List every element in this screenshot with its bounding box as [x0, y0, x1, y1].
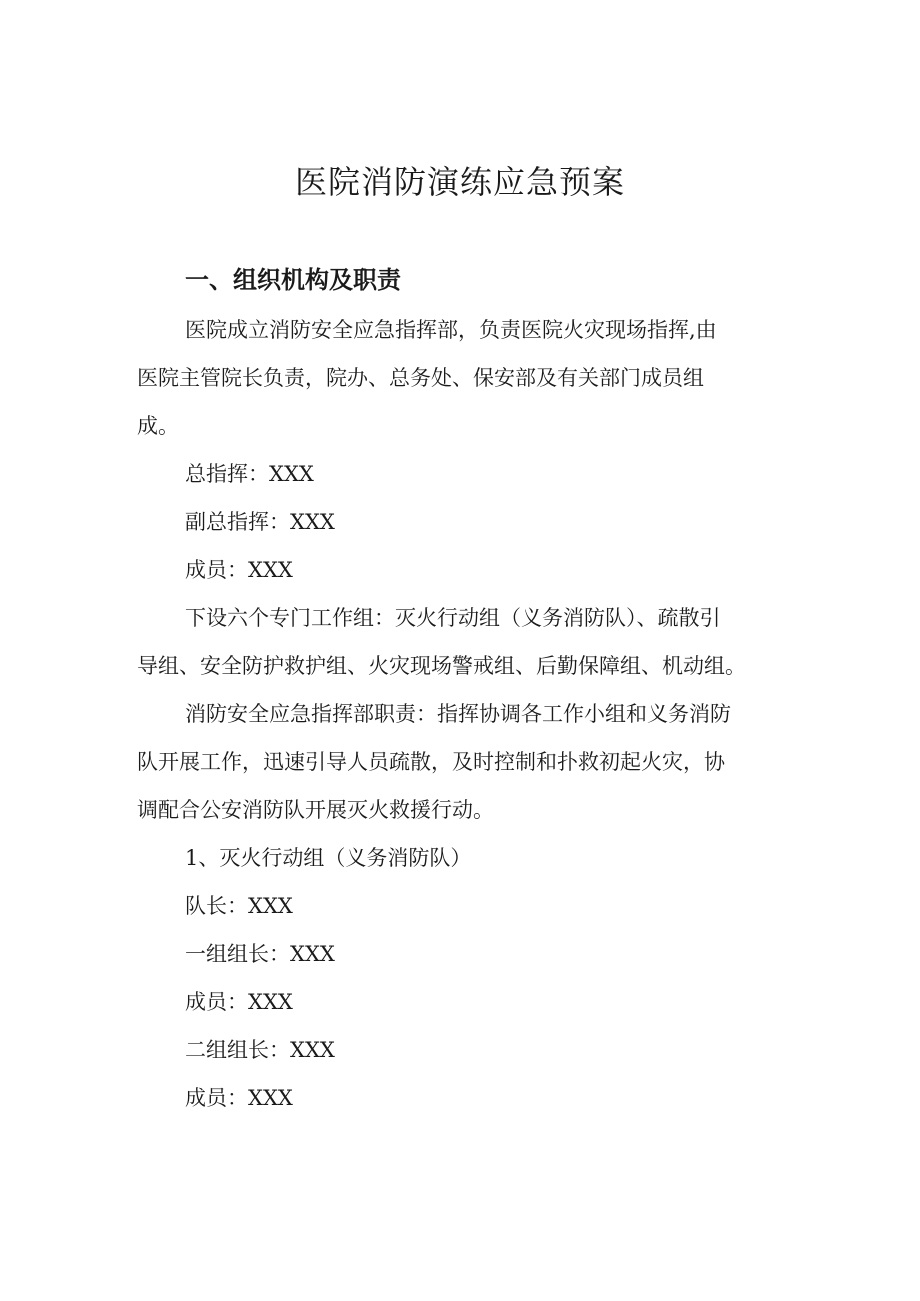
group1-title: 1、灭火行动组（义务消防队）	[185, 846, 472, 870]
working-groups-line: 导组、安全防护救护组、火灾现场警戒组、后勤保障组、机动组。	[137, 654, 746, 678]
intro-paragraph-line: 医院成立消防安全应急指挥部，负责医院火灾现场指挥,由	[185, 318, 717, 342]
section-body	[137, 306, 817, 1122]
document-title: 医院消防演练应急预案	[294, 163, 625, 201]
group1-leader-line: 队长：XXX	[185, 894, 293, 918]
team2-leader-line: 二组组长：XXX	[185, 1038, 335, 1062]
intro-paragraph-line: 成。	[137, 414, 179, 438]
section-heading-organization: 一、组织机构及职责	[185, 266, 401, 294]
deputy-commander-line: 副总指挥：XXX	[185, 510, 335, 534]
members-line: 成员：XXX	[185, 558, 293, 582]
duties-line: 消防安全应急指挥部职责：指挥协调各工作小组和义务消防	[185, 702, 731, 726]
intro-paragraph-line: 医院主管院长负责，院办、总务处、保安部及有关部门成员组	[137, 366, 704, 390]
duties-line: 调配合公安消防队开展灭火救援行动。	[137, 798, 494, 822]
team2-members-line: 成员：XXX	[185, 1086, 293, 1110]
working-groups-line: 下设六个专门工作组：灭火行动组（义务消防队）、疏散引	[185, 606, 721, 630]
commander-line: 总指挥：XXX	[185, 462, 314, 486]
duties-line: 队开展工作，迅速引导人员疏散，及时控制和扑救初起火灾，协	[137, 750, 725, 774]
team1-members-line: 成员：XXX	[185, 990, 293, 1014]
team1-leader-line: 一组组长：XXX	[185, 942, 335, 966]
